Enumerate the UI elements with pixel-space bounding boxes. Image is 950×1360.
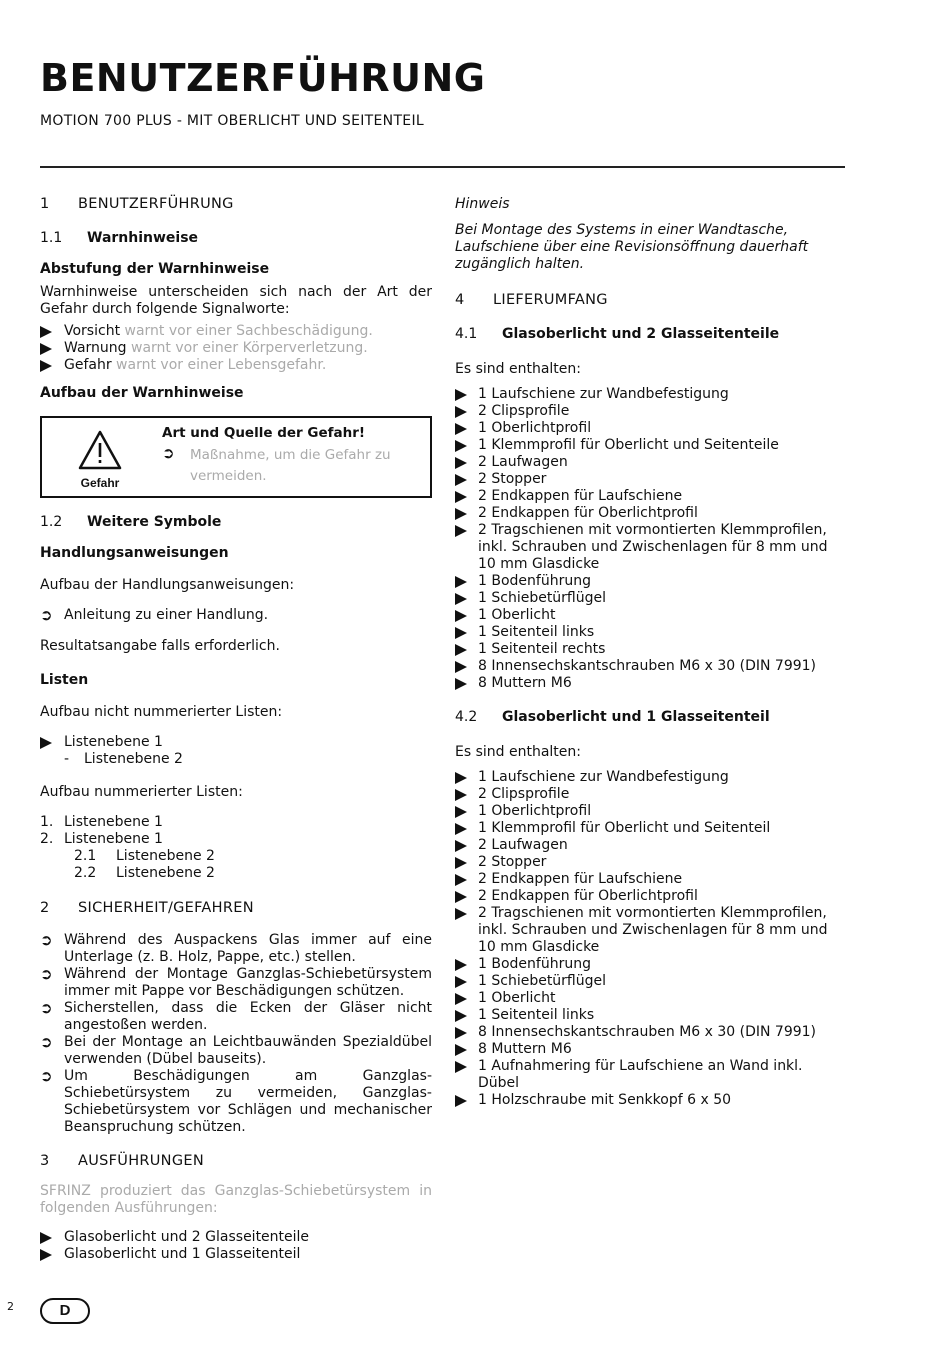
- triangle-bullet-icon: [455, 993, 467, 1005]
- list-item-text: 1 Holzschraube mit Senkkopf 6 x 50: [478, 1092, 732, 1108]
- list-item: [455, 641, 847, 658]
- list-item: [455, 854, 847, 871]
- scope-intro: Es sind enthalten:: [455, 361, 581, 377]
- page-title: BENUTZERFÜHRUNG: [40, 56, 486, 100]
- abstufung-heading: Abstufung der Warnhinweise: [40, 261, 270, 277]
- list-item: [40, 340, 432, 357]
- list-item-text: 2 Endkappen für Laufschiene: [478, 488, 683, 504]
- list-item-text: 1 Oberlichtprofil: [478, 420, 592, 436]
- section-title: LIEFERUMFANG: [493, 292, 608, 308]
- warning-label: Gefahr: [80, 476, 120, 490]
- list-item: [40, 814, 432, 831]
- triangle-bullet-icon: [455, 491, 467, 503]
- list-item-text: 2 Stopper: [478, 471, 547, 487]
- triangle-bullet-icon: [40, 1249, 52, 1261]
- signal-word-description: warnt vor einer Sachbeschädigung.: [120, 323, 373, 339]
- list-item-text: 8 Muttern M6: [478, 675, 572, 691]
- handlung-intro: Aufbau der Handlungsanweisungen:: [40, 577, 295, 593]
- signal-word-description: warnt vor einer Körperverletzung.: [126, 340, 368, 356]
- triangle-bullet-icon: [455, 610, 467, 622]
- list-item: [455, 437, 847, 454]
- list-item: [455, 471, 847, 488]
- section-number: 1: [40, 196, 50, 212]
- triangle-bullet-icon: [455, 772, 467, 784]
- list-item: [40, 1068, 432, 1136]
- list-item-text: 1 Schiebetürflügel: [478, 590, 607, 606]
- list-item-text: 1 Oberlicht: [478, 990, 556, 1006]
- triangle-bullet-icon: [455, 840, 467, 852]
- list-item: [455, 786, 847, 803]
- handlung-heading: Handlungsanweisungen: [40, 545, 229, 561]
- language-badge: D: [40, 1298, 90, 1324]
- triangle-bullet-icon: [455, 644, 467, 656]
- list-item: [455, 522, 847, 573]
- list-item-text: 2 Endkappen für Laufschiene: [478, 871, 683, 887]
- warning-head: Art und Quelle der Gefahr!: [162, 425, 366, 441]
- ausfuehrungen-intro: SFRINZ produziert das Ganzglas-Schiebetürsystem in folgenden Ausführungen:: [40, 1183, 432, 1216]
- arrow-bullet-icon: ➲: [162, 444, 175, 462]
- handlung-result: Resultatsangabe falls erforderlich.: [40, 638, 280, 654]
- arrow-bullet-icon: ➲: [40, 931, 53, 949]
- signal-word: Warnung: [64, 340, 127, 356]
- list-item: [455, 607, 847, 624]
- section-1-2-heading: [40, 514, 432, 531]
- list-item-text: 1 Laufschiene zur Wandbefestigung: [478, 386, 729, 402]
- list-item: [455, 1058, 847, 1092]
- triangle-bullet-icon: [455, 576, 467, 588]
- list-item: [40, 607, 432, 624]
- triangle-bullet-icon: [40, 343, 52, 355]
- section-number: 4.1: [455, 326, 478, 342]
- list-item-text: Während des Auspackens Glas immer auf eine Unterlage (z. B. Holz, Pappe, etc.) stellen.: [64, 932, 432, 965]
- aufbau-warnhinweise-heading: Aufbau der Warnhinweise: [40, 385, 244, 401]
- list-item-text: Um Beschädigungen am Ganzglas-Schiebetürsystem zu vermeiden, Ganzglas-Schiebetürsystem vor Schlägen und mechanischer Beanspruchung schützen.: [64, 1068, 432, 1135]
- list-item: [455, 1041, 847, 1058]
- hinweis-text: Bei Montage des Systems in einer Wandtasche, Laufschiene über eine Revisionsöffnung dauerhaft zugänglich halten.: [455, 222, 809, 272]
- list-item: [455, 820, 847, 837]
- page-subtitle: MOTION 700 PLUS - MIT OBERLICHT UND SEITENTEIL: [40, 113, 424, 129]
- list-item-text: 1 Aufnahmering für Laufschiene an Wand inkl. Dübel: [478, 1058, 803, 1091]
- listen-intro-numbered: Aufbau nummerierter Listen:: [40, 784, 243, 800]
- right-column: [455, 196, 847, 1122]
- list-item: [455, 454, 847, 471]
- list-item: [40, 1246, 432, 1263]
- hinweis-label: Hinweis: [455, 196, 510, 212]
- triangle-bullet-icon: [40, 360, 52, 372]
- section-1-heading: [40, 196, 432, 213]
- list-item-text: 1 Laufschiene zur Wandbefestigung: [478, 769, 729, 785]
- listen-intro-unnumbered: Aufbau nicht nummerierter Listen:: [40, 704, 283, 720]
- triangle-bullet-icon: [455, 389, 467, 401]
- list-item: [455, 658, 847, 675]
- list-item: [455, 403, 847, 420]
- list-item-text: 8 Muttern M6: [478, 1041, 572, 1057]
- list-item: [455, 675, 847, 692]
- list-item-text: Listenebene 1: [64, 831, 163, 847]
- signal-word-description: warnt vor einer Lebensgefahr.: [111, 357, 327, 373]
- triangle-bullet-icon: [455, 1095, 467, 1107]
- list-number: 2.2: [74, 865, 97, 881]
- list-item-text: 2 Stopper: [478, 854, 547, 870]
- list-item-text: Sicherstellen, dass die Ecken der Gläser nicht angestoßen werden.: [64, 1000, 432, 1033]
- section-1-1-heading: [40, 230, 432, 247]
- section-title: SICHERHEIT/GEFAHREN: [78, 900, 254, 916]
- signal-word: Vorsicht: [64, 323, 121, 339]
- list-item: [455, 837, 847, 854]
- list-number: 2.1: [74, 848, 97, 864]
- list-item-text: 2 Endkappen für Oberlichtprofil: [478, 888, 698, 904]
- list-item-text: 1 Bodenführung: [478, 956, 591, 972]
- section-4-1-heading: [455, 326, 847, 343]
- section-title: AUSFÜHRUNGEN: [78, 1153, 204, 1169]
- header-divider: [40, 166, 845, 168]
- list-item: [455, 420, 847, 437]
- dash-bullet: -: [64, 751, 70, 767]
- section-number: 1.1: [40, 230, 63, 246]
- numbered-list-example: [40, 814, 432, 882]
- list-item-text: Bei der Montage an Leichtbauwänden Spezialdübel verwenden (Dübel bauseits).: [64, 1034, 432, 1067]
- list-item: [40, 357, 432, 374]
- versions-list: [40, 1229, 432, 1263]
- list-item-text: 1 Oberlicht: [478, 607, 556, 623]
- section-4-2-heading: [455, 709, 847, 726]
- triangle-bullet-icon: [455, 1027, 467, 1039]
- arrow-bullet-icon: ➲: [40, 999, 53, 1017]
- list-item: [455, 386, 847, 403]
- list-item-text: 2 Endkappen für Oberlichtprofil: [478, 505, 698, 521]
- scope-list-4-2: [455, 769, 847, 1109]
- list-item-text: 1 Seitenteil rechts: [478, 641, 606, 657]
- triangle-bullet-icon: [455, 525, 467, 537]
- section-3-heading: [40, 1153, 432, 1170]
- scope-intro: Es sind enthalten:: [455, 744, 581, 760]
- arrow-bullet-icon: ➲: [40, 965, 53, 983]
- list-number: 2.: [40, 831, 54, 847]
- list-item-text: Listenebene 2: [116, 848, 215, 864]
- section-4-heading: [455, 292, 847, 309]
- warning-measure-text: Maßnahme, um die Gefahr zu vermeiden.: [190, 447, 391, 484]
- listen-heading: Listen: [40, 672, 89, 688]
- list-item-text: 8 Innensechskantschrauben M6 x 30 (DIN 7991): [478, 658, 817, 674]
- triangle-bullet-icon: [455, 508, 467, 520]
- section-title: Warnhinweise: [87, 230, 199, 246]
- list-item: [455, 1024, 847, 1041]
- list-item: [455, 573, 847, 590]
- signal-word: Gefahr: [64, 357, 112, 373]
- triangle-bullet-icon: [455, 857, 467, 869]
- section-title: Weitere Symbole: [87, 514, 222, 530]
- list-item: [40, 1229, 432, 1246]
- list-item: [40, 966, 432, 1000]
- list-item: [40, 734, 432, 751]
- list-item-text: 1 Klemmprofil für Oberlicht und Seitenteile: [478, 437, 779, 453]
- triangle-bullet-icon: [455, 891, 467, 903]
- section-number: 2: [40, 900, 50, 916]
- triangle-bullet-icon: [455, 661, 467, 673]
- scope-list-4-1: [455, 386, 847, 692]
- list-item: [455, 505, 847, 522]
- triangle-bullet-icon: [455, 789, 467, 801]
- list-item: [455, 590, 847, 607]
- triangle-bullet-icon: [40, 1232, 52, 1244]
- list-item: [40, 1000, 432, 1034]
- list-item: [40, 323, 432, 340]
- list-item-text: Listenebene 2: [84, 751, 183, 767]
- list-item: [455, 1007, 847, 1024]
- list-number: 1.: [40, 814, 54, 830]
- section-2-heading: [40, 900, 432, 917]
- triangle-bullet-icon: [455, 806, 467, 818]
- arrow-bullet-icon: ➲: [40, 606, 53, 624]
- list-item-text: 1 Seitenteil links: [478, 1007, 595, 1023]
- list-item-text: 8 Innensechskantschrauben M6 x 30 (DIN 7991): [478, 1024, 817, 1040]
- abstufung-text: Warnhinweise unterscheiden sich nach der Art der Gefahr durch folgende Signalworte:: [40, 284, 432, 317]
- triangle-bullet-icon: [455, 678, 467, 690]
- section-title: Glasoberlicht und 1 Glasseitenteil: [502, 709, 770, 725]
- section-number: 4: [455, 292, 465, 308]
- list-item: [40, 831, 432, 848]
- section-title: BENUTZERFÜHRUNG: [78, 196, 234, 212]
- triangle-bullet-icon: [455, 474, 467, 486]
- triangle-bullet-icon: [455, 1044, 467, 1056]
- list-item: [455, 1092, 847, 1109]
- triangle-bullet-icon: [455, 457, 467, 469]
- list-item-text: 1 Seitenteil links: [478, 624, 595, 640]
- list-item: [40, 1034, 432, 1068]
- list-item-text: Listenebene 1: [64, 734, 163, 750]
- warning-example-box: [40, 416, 432, 498]
- list-item: [455, 803, 847, 820]
- section-title: Glasoberlicht und 2 Glasseitenteile: [502, 326, 780, 342]
- list-item-text: 2 Clipsprofile: [478, 786, 570, 802]
- triangle-bullet-icon: [455, 908, 467, 920]
- list-item-text: 2 Laufwagen: [478, 454, 568, 470]
- arrow-bullet-icon: ➲: [40, 1033, 53, 1051]
- triangle-bullet-icon: [40, 737, 52, 749]
- triangle-bullet-icon: [455, 406, 467, 418]
- list-item-text: 1 Oberlichtprofil: [478, 803, 592, 819]
- list-item-text: 2 Laufwagen: [478, 837, 568, 853]
- list-item: [40, 932, 432, 966]
- triangle-bullet-icon: [455, 976, 467, 988]
- list-item-text: Glasoberlicht und 2 Glasseitenteile: [64, 1229, 310, 1245]
- list-item: [455, 871, 847, 888]
- list-item-text: Während der Montage Ganzglas-Schiebetürsystem immer mit Pappe vor Beschädigungen schützen.: [64, 966, 432, 999]
- unnumbered-list-example: [40, 734, 432, 768]
- left-column: [40, 196, 432, 1276]
- triangle-bullet-icon: [455, 627, 467, 639]
- list-item: [455, 488, 847, 505]
- list-subitem: [40, 865, 432, 882]
- list-item: [455, 990, 847, 1007]
- warning-measure: [162, 445, 412, 487]
- list-item-text: 2 Tragschienen mit vormontierten Klemmprofilen, inkl. Schrauben und Zwischenlagen für 8 mm und 10 mm Glasdicke: [478, 522, 828, 572]
- triangle-bullet-icon: [455, 440, 467, 452]
- triangle-bullet-icon: [455, 593, 467, 605]
- list-item-text: Listenebene 1: [64, 814, 163, 830]
- triangle-bullet-icon: [455, 874, 467, 886]
- triangle-bullet-icon: [455, 823, 467, 835]
- list-item-text: 1 Bodenführung: [478, 573, 591, 589]
- triangle-bullet-icon: [455, 1010, 467, 1022]
- list-item: [455, 888, 847, 905]
- section-number: 3: [40, 1153, 50, 1169]
- list-item-text: 1 Schiebetürflügel: [478, 973, 607, 989]
- warning-triangle-icon: [78, 430, 122, 470]
- list-item-text: Listenebene 2: [116, 865, 215, 881]
- signal-word-list: [40, 323, 432, 374]
- list-item-text: 2 Tragschienen mit vormontierten Klemmprofilen, inkl. Schrauben und Zwischenlagen für 8 mm und 10 mm Glasdicke: [478, 905, 828, 955]
- safety-list: [40, 932, 432, 1136]
- triangle-bullet-icon: [455, 423, 467, 435]
- list-subitem: [40, 848, 432, 865]
- triangle-bullet-icon: [455, 1061, 467, 1073]
- list-item-text: 1 Klemmprofil für Oberlicht und Seitenteil: [478, 820, 771, 836]
- triangle-bullet-icon: [455, 959, 467, 971]
- list-item: [455, 769, 847, 786]
- warning-text: [162, 425, 412, 487]
- list-item: [455, 973, 847, 990]
- triangle-bullet-icon: [40, 326, 52, 338]
- section-number: 1.2: [40, 514, 63, 530]
- section-number: 4.2: [455, 709, 478, 725]
- list-item-text: Anleitung zu einer Handlung.: [64, 607, 269, 623]
- list-item-text: 2 Clipsprofile: [478, 403, 570, 419]
- page-number: 2: [7, 1300, 14, 1313]
- handlung-list: [40, 607, 432, 624]
- list-item: [455, 956, 847, 973]
- arrow-bullet-icon: ➲: [40, 1067, 53, 1085]
- warning-symbol: [72, 430, 128, 492]
- list-item: [455, 905, 847, 956]
- list-item: [455, 624, 847, 641]
- list-item-text: Glasoberlicht und 1 Glasseitenteil: [64, 1246, 301, 1262]
- list-subitem: [40, 751, 432, 768]
